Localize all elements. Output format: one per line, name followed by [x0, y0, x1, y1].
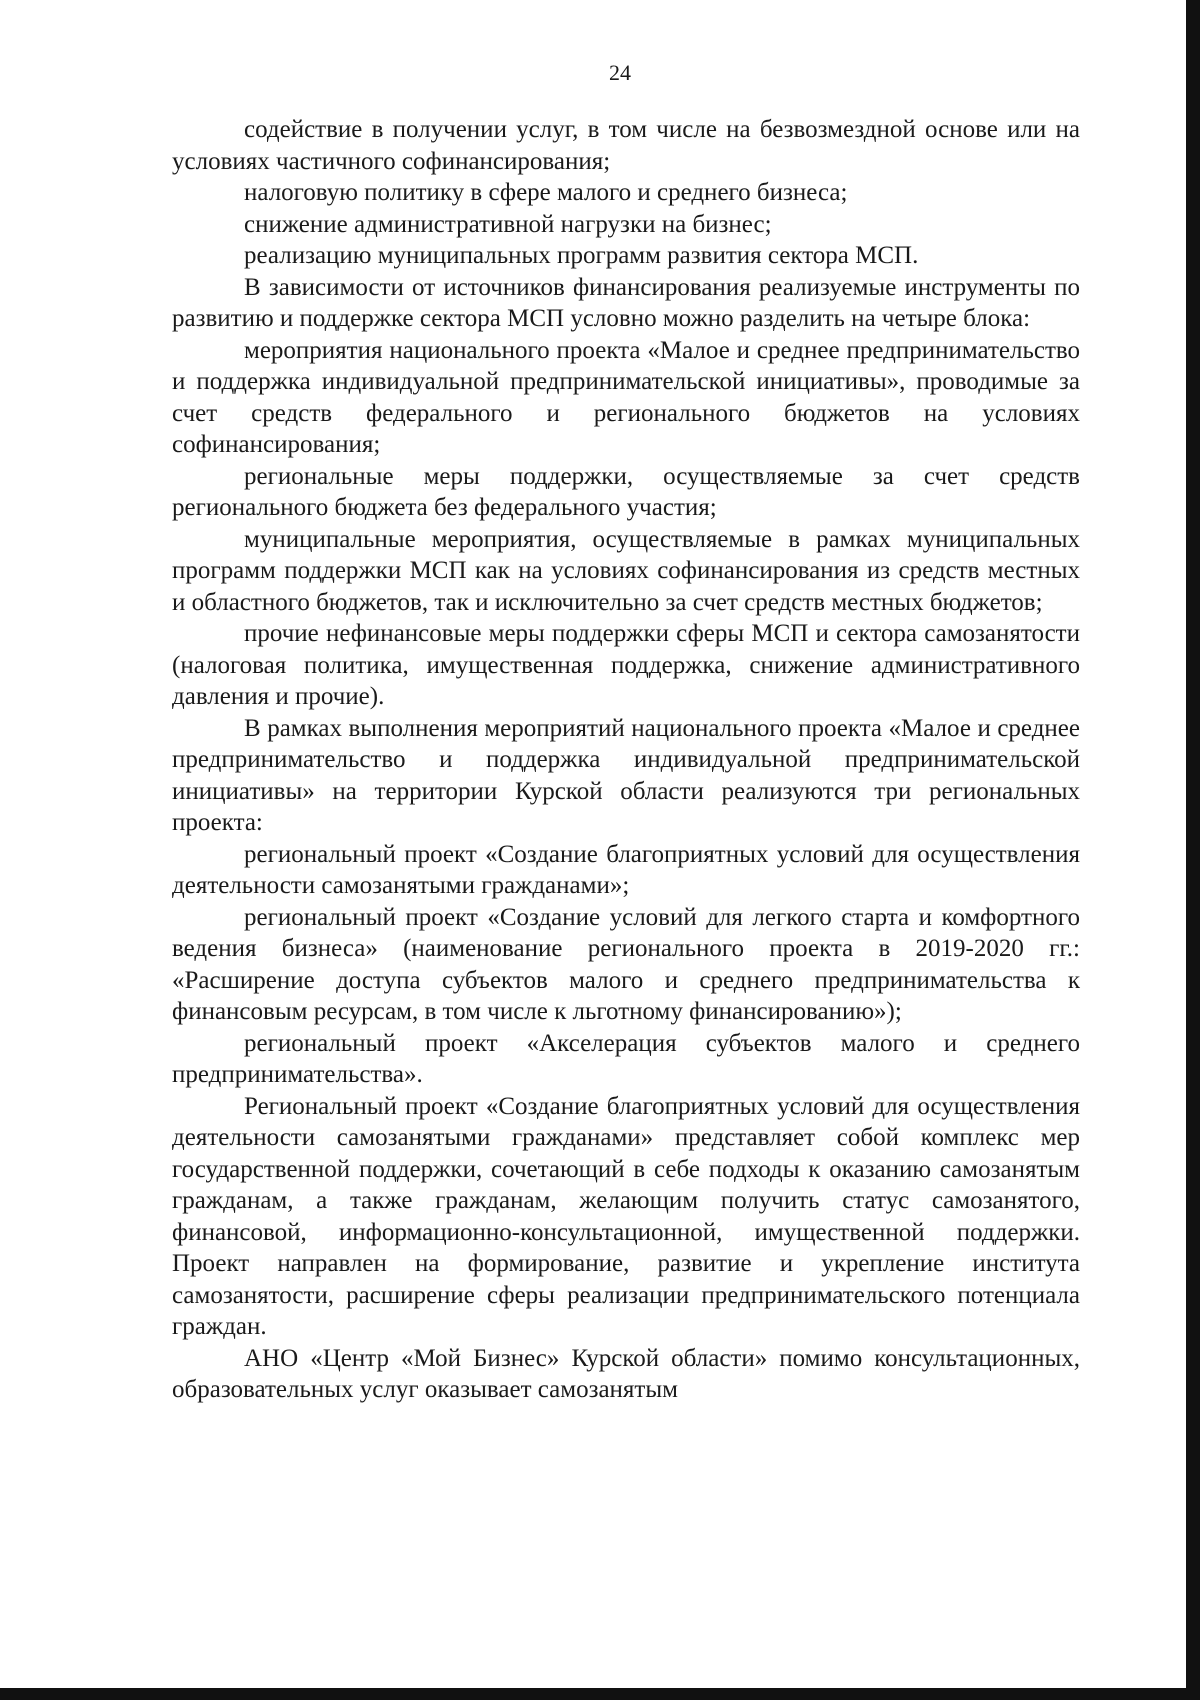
paragraph: АНО «Центр «Мой Бизнес» Курской области» помимо консультационных, образовательных услуг оказывает самозанятым [172, 1344, 1080, 1403]
paragraph: мероприятия национального проекта «Малое и среднее предпринимательство и поддержка индивидуальной предпринимательской инициативы», проводимые за счет средств федерального и регионального бюджетов на условиях софинансирования; [172, 336, 1080, 458]
paragraph: муниципальные мероприятия, осуществляемые в рамках муниципальных программ поддержки МСП как на условиях софинансирования из средств местных и областного бюджетов, так и исключительно за счет средств местных бюджетов; [172, 525, 1080, 616]
paragraph: В рамках выполнения мероприятий национального проекта «Малое и среднее предпринимательство и поддержка индивидуальной предпринимательской инициативы» на территории Курской области реализуются три региональных проекта: [172, 714, 1080, 836]
paragraph: В зависимости от источников финансирования реализуемые инструменты по развитию и поддержке сектора МСП условно можно разделить на четыре блока: [172, 273, 1080, 332]
paragraph: региональные меры поддержки, осуществляемые за счет средств регионального бюджета без федерального участия; [172, 462, 1080, 521]
paragraph: региональный проект «Акселерация субъектов малого и среднего предпринимательства». [172, 1029, 1080, 1088]
page-number: 24 [609, 60, 631, 85]
paragraph: региональный проект «Создание благоприятных условий для осуществления деятельности самозанятыми гражданами»; [172, 840, 1080, 899]
paragraph: снижение административной нагрузки на бизнес; [244, 210, 772, 238]
paragraph: реализацию муниципальных программ развития сектора МСП. [244, 242, 919, 269]
page-border-bottom [0, 1688, 1200, 1700]
paragraph: налоговую политику в сфере малого и среднего бизнеса; [244, 179, 848, 206]
paragraph: содействие в получении услуг, в том числе на безвозмездной основе или на условиях частичного софинансирования; [172, 116, 1080, 175]
paragraph: региональный проект «Создание условий для легкого старта и комфортного ведения бизнеса» (наименование регионального проекта в 2019-2020 гг.: «Расширение доступа субъектов малого и среднего предпринимательства к финансовым ресурсам, в том числе к льготному финансированию»); [172, 903, 1080, 1025]
paragraph: Региональный проект «Создание благоприятных условий для осуществления деятельности самозанятыми гражданами» представляет собой комплекс мер государственной поддержки, сочетающий в себе подходы к оказанию самозанятым гражданам, а также гражданам, желающим получить статус самозанятого, финансовой, информационно-консультационной, имущественной поддержки. Проект направлен на формирование, развитие и укрепление института самозанятости, расширение сферы реализации предпринимательского потенциала граждан. [172, 1092, 1080, 1340]
document-body [172, 114, 1080, 1406]
page-border-right [1186, 0, 1200, 1700]
paragraph: прочие нефинансовые меры поддержки сферы МСП и сектора самозанятости (налоговая политика, имущественная поддержка, снижение административного давления и прочие). [172, 620, 1080, 710]
